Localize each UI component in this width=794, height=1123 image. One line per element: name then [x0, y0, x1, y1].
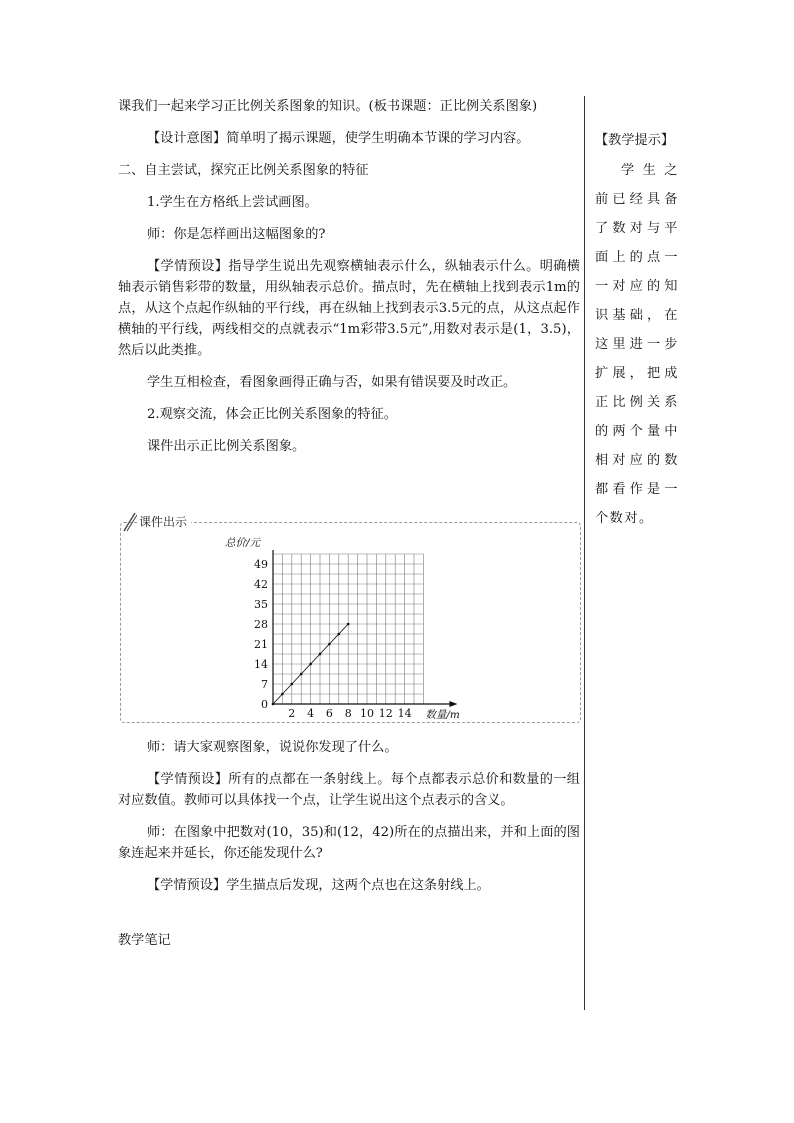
y-tick-label: 42 — [254, 578, 268, 591]
origin-label: 0 — [261, 698, 268, 711]
data-point — [300, 673, 303, 676]
teaching-tips-title: 【教学提示】 — [595, 133, 675, 148]
design-intent: 【设计意图】简单明了揭示课题，使学生明确本节课的学习内容。 — [147, 131, 530, 146]
x-axis-arrow — [449, 701, 457, 707]
section-heading: 二、自主尝试，探究正比例关系图象的特征 — [118, 163, 369, 178]
chart-axes — [273, 550, 457, 707]
teacher-question-2: 师：请大家观察图象，说说你发现了什么。 — [147, 740, 398, 755]
teaching-tips-body: 学生之前已经具备了数对与平面上的点一一对应的知识基础，在这里进一步扩展，把成正比例关系的两个量中相对应的数都看作是一个数对。 — [595, 163, 679, 526]
teaching-notes-label: 教学笔记 — [118, 933, 171, 948]
peer-check: 学生互相检查，看图象画得正确与否，如果有错误要及时改正。 — [147, 375, 517, 390]
column-divider — [584, 96, 585, 1010]
data-point — [347, 623, 350, 626]
teacher-question-3: 师：在图象中把数对(10，35)和(12，42)所在的点描出来，并和上面的图象连起来并延长，你还能发现什么? — [118, 825, 580, 861]
data-point — [281, 693, 284, 696]
step-1: 1.学生在方格纸上尝试画图。 — [147, 195, 318, 210]
data-point — [309, 663, 312, 666]
y-tick-label: 7 — [261, 678, 268, 691]
y-tick-label: 28 — [254, 618, 268, 631]
chart-labels — [225, 537, 460, 720]
x-tick-label: 12 — [378, 707, 393, 720]
x-tick-label: 10 — [360, 707, 374, 720]
y-axis-label: 总价/元 — [225, 537, 261, 549]
courseware-intro: 课件出示正比例关系图象。 — [147, 439, 306, 454]
x-axis-label: 数量/m — [425, 709, 460, 720]
data-point — [328, 643, 331, 646]
student-preset-1: 【学情预设】指导学生说出先观察横轴表示什么，纵轴表示什么。明确横轴表示销售彩带的数量，用纵轴表示总价。描点时，先在横轴上找到表示1m的点，从这个点起作纵轴的平行线，再在纵轴上找到表示3.5元的点，从这点起作横轴的平行线，两线相交的点就表示“1m彩带3.5元”,用数对表示是(1，3.5)，然后以此类推。 — [118, 259, 580, 358]
student-preset-3: 【学情预设】学生描点后发现，这两个点也在这条射线上。 — [147, 878, 490, 893]
proportion-chart — [210, 530, 500, 720]
y-tick-label: 21 — [254, 638, 268, 651]
x-tick-label: 8 — [344, 707, 352, 720]
step-2: 2.观察交流，体会正比例关系图象的特征。 — [147, 407, 397, 422]
main-column-after — [118, 737, 580, 896]
chart-grid — [273, 554, 423, 704]
y-tick-label: 49 — [254, 558, 268, 571]
paragraph-intro-end: 课我们一起来学习正比例关系图象的知识。(板书课题：正比例关系图象) — [118, 99, 538, 114]
data-point — [272, 703, 275, 706]
x-tick-label: 6 — [325, 707, 333, 720]
x-tick-label: 4 — [307, 707, 315, 720]
teacher-question-1: 师：你是怎样画出这幅图象的? — [147, 227, 326, 242]
courseware-label: 课件出示 — [137, 514, 191, 530]
student-preset-2: 【学情预设】所有的点都在一条射线上。每个点都表示总价和数量的一组对应数值。教师可以具体找一个点，让学生说出这个点表示的含义。 — [118, 772, 580, 808]
y-tick-label: 35 — [254, 598, 268, 611]
y-tick-label: 14 — [254, 658, 268, 671]
x-tick-label: 14 — [397, 707, 412, 720]
data-point — [291, 683, 294, 686]
main-column — [118, 96, 580, 457]
x-tick-label: 2 — [288, 707, 296, 720]
data-point — [319, 653, 322, 656]
teaching-tips — [595, 130, 679, 533]
data-point — [338, 633, 341, 636]
